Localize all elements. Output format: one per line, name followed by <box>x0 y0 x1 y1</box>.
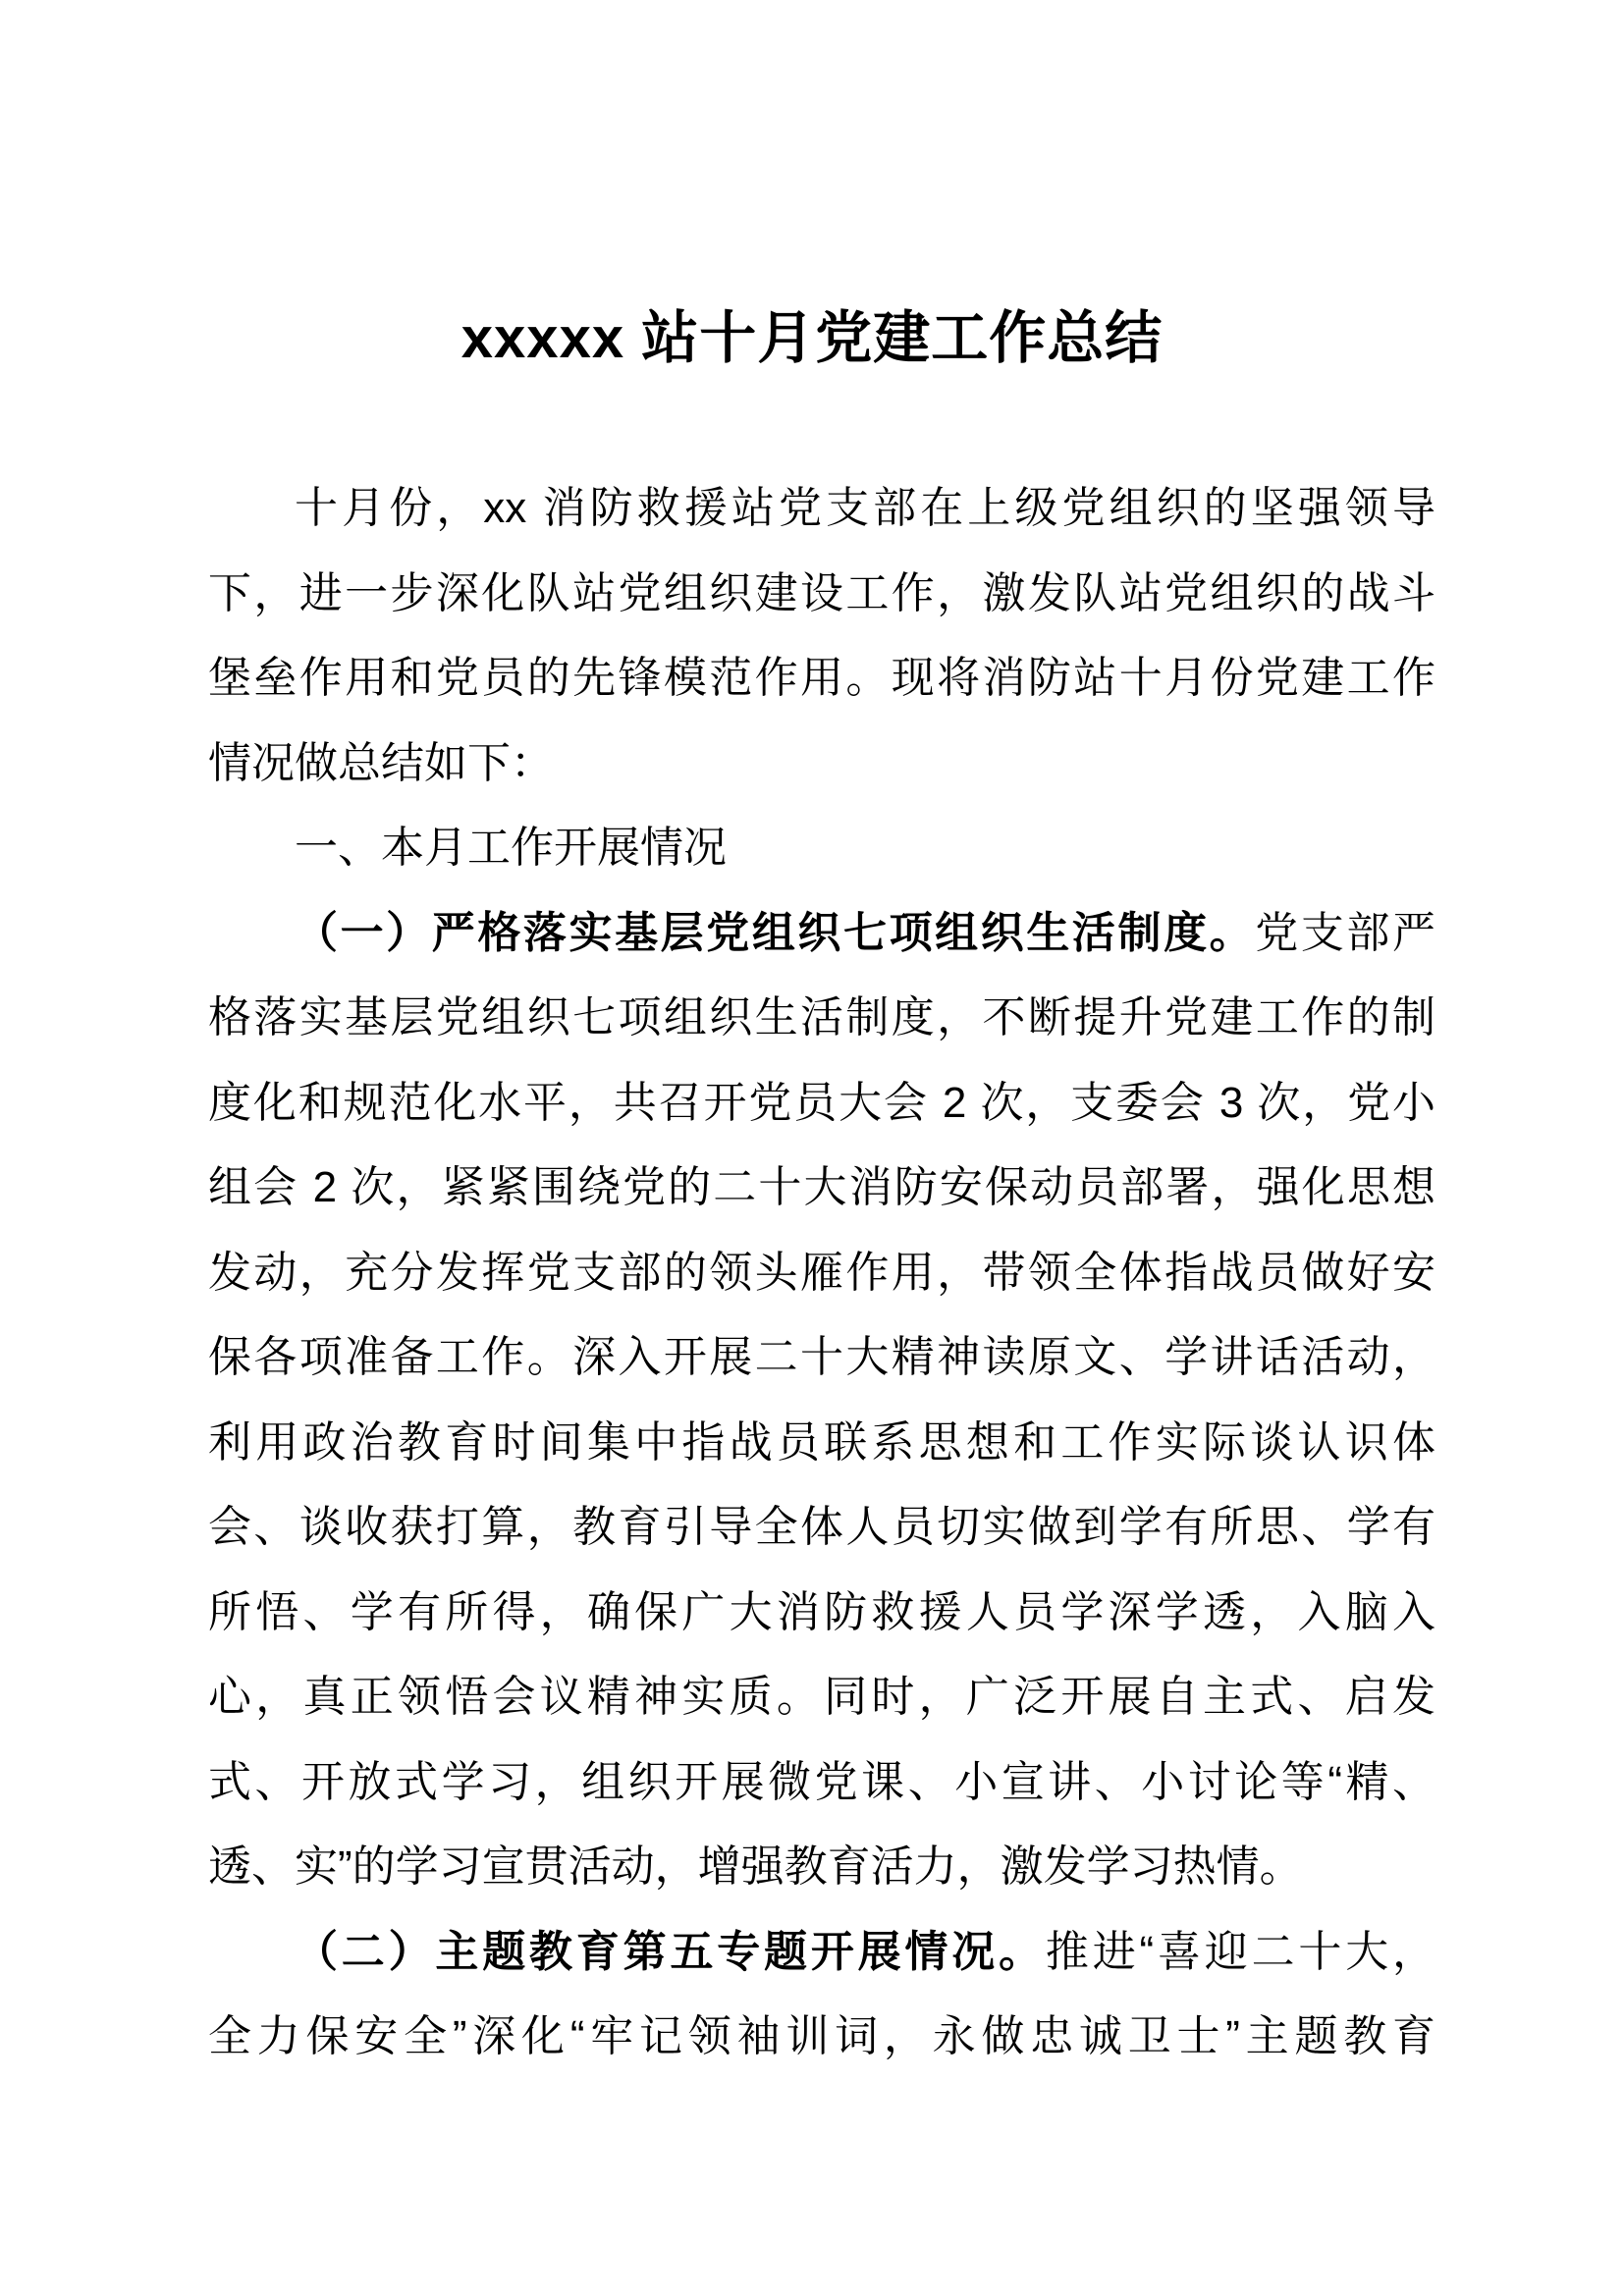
text-run: 所悟、学有所得，确保广大消防救援人员学深学透，入脑入 <box>208 1587 1435 1636</box>
text-line <box>208 806 1435 891</box>
document-title: xxxxx 站十月党建工作总结 <box>460 306 1164 370</box>
text-run: 十月份，xx 消防救援站党支部在上级党组织的坚强领导 <box>295 484 1435 532</box>
text-line <box>208 552 1435 637</box>
text-run: 全力保安全”深化“牢记领袖训词，永做忠诚卫士”主题教育 <box>208 2012 1435 2060</box>
text-line <box>208 721 1435 807</box>
text-line <box>208 466 1435 552</box>
text-run: 推进“喜迎二十大， <box>1045 1927 1436 1976</box>
text-run: 格落实基层党组织七项组织生活制度，不断提升党建工作的制 <box>208 993 1435 1041</box>
text-run: 式、开放式学习，组织开展微党课、小宣讲、小讨论等“精、 <box>208 1757 1435 1806</box>
text-line <box>208 1910 1435 1996</box>
text-line <box>208 1995 1435 2080</box>
text-line <box>208 1061 1435 1147</box>
text-line <box>208 1231 1435 1316</box>
text-run: 保各项准备工作。深入开展二十大精神读原文、学讲话活动， <box>208 1333 1435 1381</box>
text-run: 党支部严 <box>1255 908 1435 957</box>
text-run: 度化和规范化水平，共召开党员大会 2 次，支委会 3 次，党小 <box>208 1078 1435 1127</box>
text-line <box>208 1571 1435 1656</box>
text-run: 心，真正领悟会议精神实质。同时，广泛开展自主式、启发 <box>208 1673 1435 1721</box>
text-run: 一、本月工作开展情况 <box>295 824 727 872</box>
text-run: 情况做总结如下： <box>208 738 554 787</box>
text-line <box>208 1401 1435 1486</box>
text-line <box>208 1825 1435 1910</box>
text-run: 会、谈收获打算，教育引导全体人员切实做到学有所思、学有 <box>208 1503 1435 1551</box>
text-line <box>208 1655 1435 1740</box>
text-run: 组会 2 次，紧紧围绕党的二十大消防安保动员部署，强化思想 <box>208 1163 1435 1211</box>
text-line <box>208 976 1435 1061</box>
text-line <box>208 1740 1435 1826</box>
text-run: 堡垒作用和党员的先锋模范作用。现将消防站十月份党建工作 <box>208 654 1435 702</box>
text-run: 下，进一步深化队站党组织建设工作，激发队站党组织的战斗 <box>208 568 1435 617</box>
text-run: 利用政治教育时间集中指战员联系思想和工作实际谈认识体 <box>208 1417 1435 1467</box>
text-line <box>208 1485 1435 1571</box>
text-line <box>208 636 1435 721</box>
document-body <box>208 466 1435 2080</box>
text-line <box>208 1146 1435 1231</box>
heading-run: （二）主题教育第五专题开展情况。 <box>295 1927 1046 1976</box>
text-line <box>208 891 1435 977</box>
text-run: 发动，充分发挥党支部的领头雁作用，带领全体指战员做好安 <box>208 1248 1435 1297</box>
heading-run: （一）严格落实基层党组织七项组织生活制度。 <box>295 908 1256 957</box>
text-run: 透、实”的学习宣贯活动，增强教育活力，激发学习热情。 <box>208 1842 1303 1891</box>
text-line <box>208 1315 1435 1401</box>
